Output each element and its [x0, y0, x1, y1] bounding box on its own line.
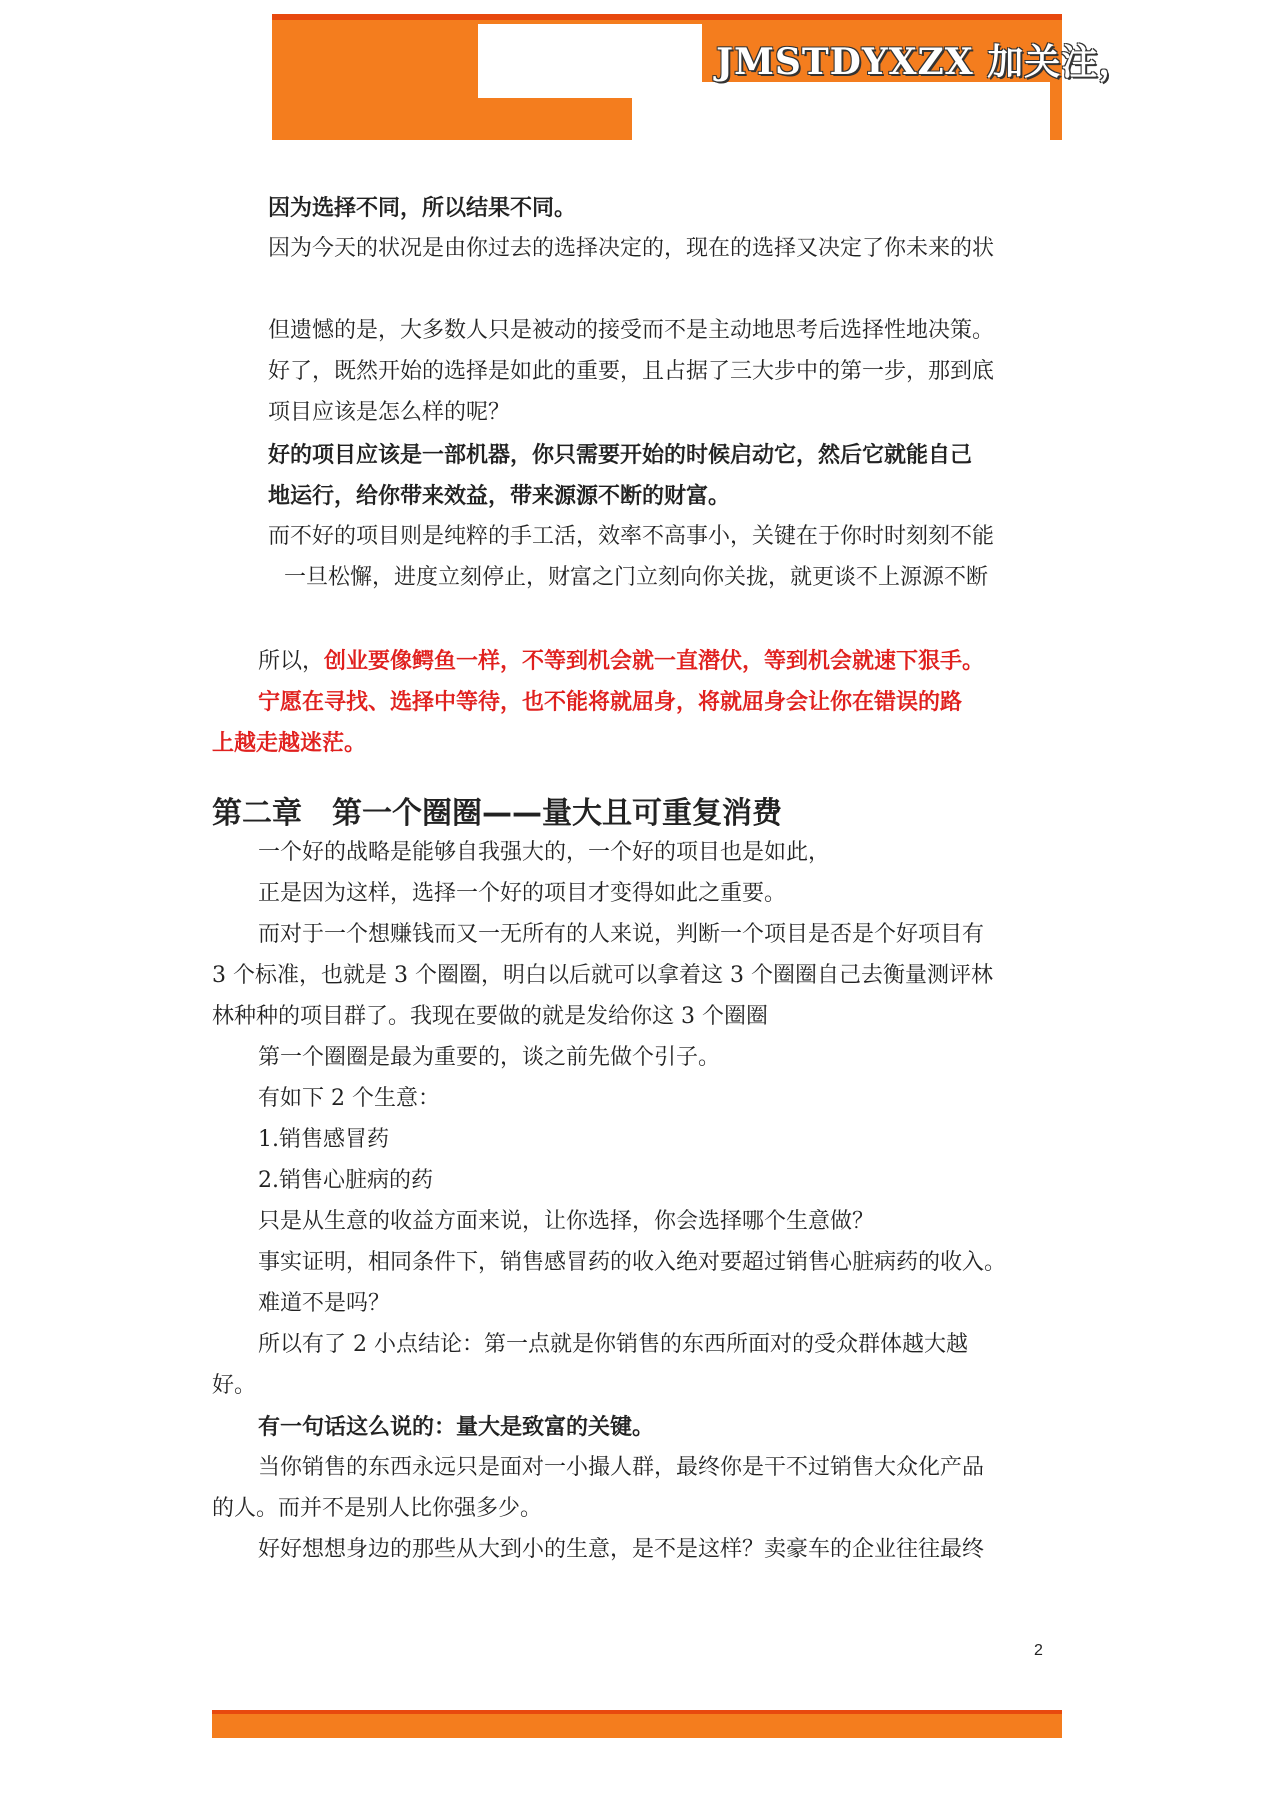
body-line: 好。 [212, 1373, 257, 1398]
body-line: 难道不是吗？ [258, 1291, 391, 1316]
text-line: 地运行，给你带来效益，带来源源不断的财富。 [268, 483, 731, 509]
body-line: 只是从生意的收益方面来说，让你选择，你会选择哪个生意做？ [258, 1209, 875, 1234]
body-line: 2.销售心脏病的药 [258, 1168, 433, 1193]
body-line: 有如下 2 个生意： [258, 1086, 440, 1111]
body-line: 所以有了 2 小点结论：第一点就是你销售的东西所面对的受众群体越大越 [258, 1332, 968, 1357]
body-line: 当你销售的东西永远只是面对一小撮人群，最终你是干不过销售大众化产品 [258, 1455, 985, 1480]
header-white-block [478, 82, 632, 98]
header-top-stripe [272, 14, 1062, 20]
header-white-block [632, 82, 1050, 140]
body-line: 一个好的战略是能够自我强大的，一个好的项目也是如此， [258, 840, 831, 865]
chapter-title: 第二章 第一个圈圈——量大且可重复消费 [212, 796, 782, 831]
body-line: 的人。而并不是别人比你强多少。 [212, 1496, 543, 1521]
text-line: 但遗憾的是，大多数人只是被动的接受而不是主动地思考后选择性地决策。 [268, 318, 995, 343]
footer-bar [212, 1714, 1062, 1738]
body-line: 正是因为这样，选择一个好的项目才变得如此之重要。 [258, 881, 787, 906]
text-prefix: 所以， [258, 649, 325, 674]
body-line: 好好想想身边的那些从大到小的生意，是不是这样？卖豪车的企业往往最终 [258, 1537, 985, 1562]
text-line: 而不好的项目则是纯粹的手工活，效率不高事小，关键在于你时时刻刻不能 [268, 524, 995, 549]
body-line: 有一句话这么说的：量大是致富的关键。 [258, 1414, 655, 1440]
text-line: 一旦松懈，进度立刻停止，财富之门立刻向你关拢，就更谈不上源源不断 [284, 565, 989, 590]
text-line: 因为今天的状况是由你过去的选择决定的，现在的选择又决定了你未来的状 [268, 236, 995, 261]
highlight-line: 上越走越迷茫。 [212, 730, 367, 756]
text-line: 因为选择不同，所以结果不同。 [268, 195, 577, 221]
body-line: 1.销售感冒药 [258, 1127, 389, 1152]
page-number: 2 [1034, 1642, 1043, 1659]
text-line: 项目应该是怎么样的呢？ [268, 400, 511, 425]
text-line: 好的项目应该是一部机器，你只需要开始的时候启动它，然后它就能自己 [268, 442, 973, 468]
body-line: 第一个圈圈是最为重要的，谈之前先做个引子。 [258, 1045, 721, 1070]
highlight-line: 宁愿在寻找、选择中等待，也不能将就屈身，将就屈身会让你在错误的路 [258, 689, 963, 715]
highlight-text: 创业要像鳄鱼一样，不等到机会就一直潜伏，等到机会就速下狠手。 [324, 648, 985, 674]
body-line: 而对于一个想赚钱而又一无所有的人来说，判断一个项目是否是个好项目有 [258, 922, 985, 947]
header-banner-text: JMSTDYXZX 加关注， [716, 41, 1136, 83]
body-line: 事实证明，相同条件下，销售感冒药的收入绝对要超过销售心脏病药的收入。 [258, 1250, 1007, 1275]
text-line-mixed [258, 646, 984, 677]
body-line: 3 个标准，也就是 3 个圈圈，明白以后就可以拿着这 3 个圈圈自己去衡量测评林 [212, 963, 993, 988]
text-line: 好了，既然开始的选择是如此的重要，且占据了三大步中的第一步，那到底 [268, 359, 995, 384]
body-line: 林种种的项目群了。我现在要做的就是发给你这 3 个圈圈 [212, 1004, 768, 1029]
